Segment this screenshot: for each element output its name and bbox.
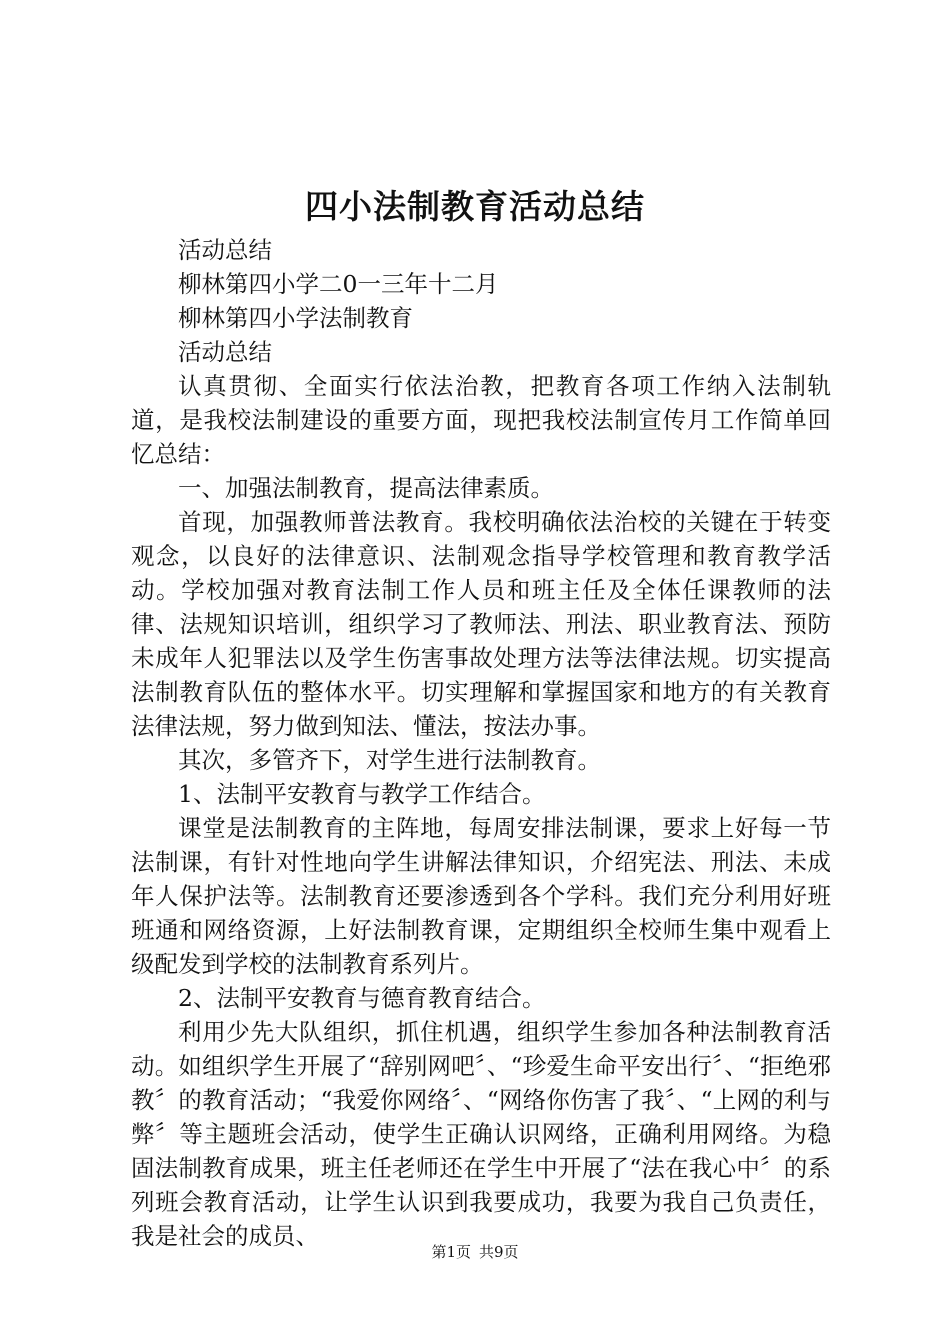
page-total: 共9页 [479, 1243, 519, 1261]
paragraph: 一、加强法制教育，提高法律素质。 [178, 474, 554, 502]
paragraph: 活动总结 [178, 236, 272, 264]
page-number: 第1页 [431, 1243, 471, 1261]
paragraph: 2、法制平安教育与德育教育结合。 [178, 984, 546, 1012]
paragraph: 首现，加强教师普法教育。我校明确依法治校的关键在于转变观念，以良好的法律意识、法制观念指导学校管理和教育教学活动。学校加强对教育法制工作人员和班主任及全体任课教师的法律、法规知识培训，组织学习了教师法、刑法、职业教育法、预防未成年人犯罪法以及学生伤害事故处理方法等法律法规。切实提高法制教育队伍的整体水平。切实理解和掌握国家和地方的有关教育法律法规，努力做到知法、懂法，按法办事。 [131, 508, 831, 740]
paragraph: 柳林第四小学法制教育 [178, 304, 413, 332]
paragraph: 利用少先大队组织，抓住机遇，组织学生参加各种法制教育活动。如组织学生开展了“辞别网吧〞、“珍爱生命平安出行〞、“拒绝邪教〞的教育活动；“我爱你网络〞、“网络你伤害了我〞、“上网的利与弊〞等主题班会活动，使学生正确认识网络，正确利用网络。为稳固法制教育成果，班主任老师还在学生中开展了“法在我心中〞的系列班会教育活动，让学生认识到我要成功，我要为我自己负责任，我是社会的成员、 [131, 1018, 831, 1250]
paragraph: 其次，多管齐下，对学生进行法制教育。 [178, 746, 601, 774]
paragraph: 认真贯彻、全面实行依法治教，把教育各项工作纳入法制轨道，是我校法制建设的重要方面，现把我校法制宣传月工作简单回忆总结： [131, 372, 831, 468]
paragraph: 1、法制平安教育与教学工作结合。 [178, 780, 546, 808]
paragraph: 活动总结 [178, 338, 272, 366]
paragraph: 柳林第四小学二0一三年十二月 [178, 270, 499, 298]
page-footer [0, 1242, 950, 1262]
document-body [131, 233, 831, 1253]
document-title: 四小法制教育活动总结 [305, 187, 645, 226]
paragraph: 课堂是法制教育的主阵地，每周安排法制课，要求上好每一节法制课，有针对性地向学生讲解法律知识，介绍宪法、刑法、未成年人保护法等。法制教育还要渗透到各个学科。我们充分利用好班班通和网络资源，上好法制教育课，定期组织全校师生集中观看上级配发到学校的法制教育系列片。 [131, 814, 831, 978]
